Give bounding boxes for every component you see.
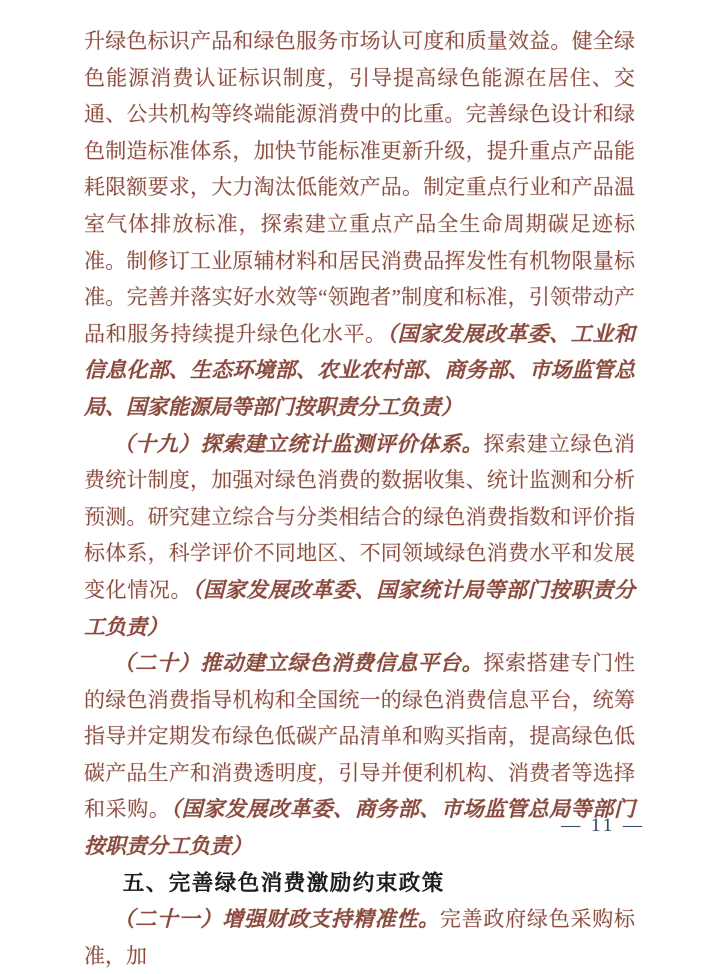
paragraph-continuation	[84, 23, 635, 426]
paragraph-21	[84, 901, 635, 974]
paragraph-20	[84, 645, 635, 865]
clause-lead: （二十）推动建立绿色消费信息平台。	[113, 651, 484, 676]
paragraph-text: 探索搭建专门性的绿色消费指导机构和全国统一的绿色消费信息平台，统筹指导并定期发布绿色低碳产品清单和购买指南，提高绿色低碳产品生产和消费透明度，引导并便利机构、消费者等选择和采购。	[84, 651, 635, 822]
attribution-text: （国家发展改革委、工业和信息化部、生态环境部、农业农村部、商务部、市场监管总局、国家能源局等部门按职责分工负责）	[84, 321, 636, 419]
section-heading: 五、完善绿色消费激励约束政策	[122, 870, 445, 895]
clause-lead: （二十一）增强财政支持精准性。	[113, 907, 440, 932]
document-body	[84, 23, 635, 974]
paragraph-text: 升绿色标识产品和绿色服务市场认可度和质量效益。健全绿色能源消费认证标识制度，引导提高绿色能源在居住、交通、公共机构等终端能源消费中的比重。完善绿色设计和绿色制造标准体系，加快节能标准更新升级，提升重点产品能耗限额要求，大力淘汰低能效产品。制定重点行业和产品温室气体排放标准，探索建立重点产品全生命周期碳足迹标准。制修订工业原辅材料和居民消费品挥发性有机物限量标准。完善并落实好水效等“领跑者”制度和标准，引领带动产品和服务持续提升绿色化水平。	[84, 29, 635, 346]
attribution-text: （国家发展改革委、商务部、市场监管总局等部门按职责分工负责）	[84, 797, 636, 859]
paragraph-text: 探索建立绿色消费统计制度，加强对绿色消费的数据收集、统计监测和分析预测。研究建立综合与分类相结合的绿色消费指数和评价指标体系，科学评价不同地区、不同领域绿色消费水平和发展变化情况。	[84, 431, 635, 602]
page-number: — 11 —	[561, 815, 645, 836]
attribution-text: （国家发展改革委、国家统计局等部门按职责分工负责）	[84, 577, 636, 639]
clause-lead: （十九）探索建立统计监测评价体系。	[113, 431, 484, 456]
paragraph-text: 完善政府绿色采购标准，加	[84, 907, 635, 968]
paragraph-19	[84, 426, 635, 646]
